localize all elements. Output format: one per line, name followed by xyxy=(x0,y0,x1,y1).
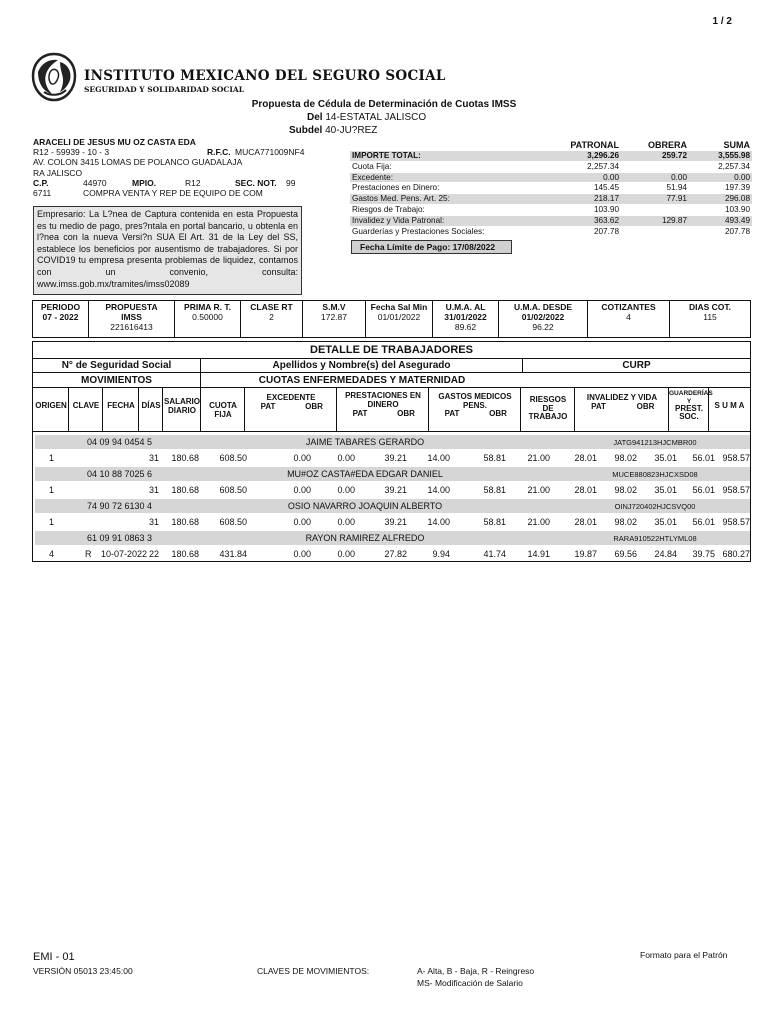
worker-gm-obr: 21.00 xyxy=(527,485,550,495)
totals-row-label: Riesgos de Trabajo: xyxy=(352,204,425,214)
totals-row-label: Guarderías y Prestaciones Sociales: xyxy=(352,226,485,236)
summary-clase: CLASE RT 2 xyxy=(241,301,303,337)
totals-row xyxy=(350,205,752,216)
worker-dias: 22 xyxy=(148,549,159,559)
worker-pd-obr: 14.00 xyxy=(427,453,450,463)
totals-row-patronal: 103.90 xyxy=(593,204,619,214)
worker-riesgos: 28.01 xyxy=(574,485,597,495)
worker-suma: 958.57 xyxy=(722,517,750,527)
worker-iv-pat: 69.56 xyxy=(614,549,637,559)
rfc-value: MUCA771009NF4 xyxy=(235,147,305,158)
detail-title: DETALLE DE TRABAJADORES xyxy=(33,342,750,359)
worker-name-row xyxy=(35,435,750,449)
worker-suma: 958.57 xyxy=(722,453,750,463)
totals-row-obrera: 77.91 xyxy=(666,194,687,204)
header-patronal: PATRONAL xyxy=(570,140,619,150)
worker-pd-obr: 14.00 xyxy=(427,485,450,495)
totals-row-label: Gastos Med. Pens. Art. 25: xyxy=(352,194,450,204)
worker-exc-obr: 0.00 xyxy=(337,453,355,463)
worker-origen: 1 xyxy=(49,485,55,495)
worker-gm-pat: 58.81 xyxy=(483,453,506,463)
worker-suma: 680.27 xyxy=(722,549,750,559)
worker-pd-pat: 39.21 xyxy=(384,485,407,495)
totals-row xyxy=(350,227,752,238)
col-gastos: GASTOS MEDICOS PENS. xyxy=(438,392,512,410)
col-guarderias: GUARDERÍAS Y PREST. SOC. xyxy=(669,390,713,421)
totals-row-patronal: 218.17 xyxy=(593,194,619,204)
header-movimientos: MOVIMIENTOS xyxy=(33,373,201,387)
worker-exc-pat: 0.00 xyxy=(293,453,311,463)
detail-header-row-2 xyxy=(33,373,750,388)
worker-fecha: 10-07-2022 xyxy=(101,549,148,559)
formato-patron: Formato para el Patrón xyxy=(640,950,728,960)
totals-row-obrera: 129.87 xyxy=(661,215,687,225)
address-line-1: AV. COLON 3415 LOMAS DE POLANCO GUADALAJA xyxy=(33,157,243,168)
worker-iv-obr: 35.01 xyxy=(654,517,677,527)
worker-pd-obr: 14.00 xyxy=(427,517,450,527)
worker-guard: 56.01 xyxy=(692,485,715,495)
registro-patronal: R12 - 59939 - 10 - 3 xyxy=(33,147,110,158)
totals-row-label: Cuota Fija: xyxy=(352,161,392,171)
worker-dias: 31 xyxy=(148,485,159,495)
claves-codes-line-2: MS- Modificación de Salario xyxy=(417,978,523,988)
col-fecha: FECHA xyxy=(107,401,135,410)
totals-row-patronal: 2,257.34 xyxy=(587,161,619,171)
worker-pd-obr: 9.94 xyxy=(432,549,450,559)
totals-row-suma: 493.49 xyxy=(724,215,750,225)
header-curp: CURP xyxy=(622,360,651,371)
worker-guard: 56.01 xyxy=(692,517,715,527)
col-invalidez-pat: PAT xyxy=(591,402,606,411)
col-invalidez: INVALIDEZ Y VIDA xyxy=(586,393,658,402)
worker-exc-obr: 0.00 xyxy=(337,485,355,495)
totals-row-label: Prestaciones en Dinero: xyxy=(352,183,440,193)
worker-origen: 1 xyxy=(49,517,55,527)
worker-exc-pat: 0.00 xyxy=(293,517,311,527)
worker-name-row xyxy=(35,467,750,481)
col-excedente-pat: PAT xyxy=(260,402,276,411)
summary-propuesta: PROPUESTA IMSS 221616413 xyxy=(89,301,175,337)
totals-row-suma: 3,555.98 xyxy=(718,151,750,160)
worker-iv-obr: 35.01 xyxy=(654,485,677,495)
totals-row-suma: 296.08 xyxy=(724,194,750,204)
cp-value: 44970 xyxy=(83,177,107,188)
worker-curp: MUCE880823HJCXSD08 xyxy=(612,470,698,479)
worker-salario: 180.68 xyxy=(171,485,199,495)
worker-origen: 4 xyxy=(49,549,55,559)
worker-iv-obr: 35.01 xyxy=(654,453,677,463)
document-title: Propuesta de Cédula de Determinación de Cuotas IMSS xyxy=(251,99,517,110)
worker-iv-obr: 24.84 xyxy=(654,549,677,559)
totals-row xyxy=(350,173,752,184)
worker-curp: RARA910522HTLYML08 xyxy=(613,534,697,543)
worker-gm-pat: 58.81 xyxy=(483,517,506,527)
summary-fecha-sal: Fecha Sal Min 01/01/2022 xyxy=(366,301,433,337)
worker-gm-pat: 41.74 xyxy=(483,549,506,559)
notice-box: Empresario: La L?nea de Captura contenida en esta Propuesta es tu medio de pago, pres?ntala en portal bancario, u obtenla en l?nea con la nueva Versi?n SUA El Art. 31 de la Ley del SS, establece los beneficios por ausentismo de trabajadores. Si por COVID19 tu empresa presenta problemas de liquidez, contamos con un convenio, consulta: www.imss.gob.mx/tramites/imss02089 xyxy=(33,206,302,295)
imss-eagle-logo-icon xyxy=(30,52,78,102)
totals-row-suma: 2,257.34 xyxy=(718,161,750,171)
mpio-value: R12 xyxy=(185,177,201,188)
col-salario: SALARIO DIARIO xyxy=(164,397,200,415)
totals-row-suma: 197.39 xyxy=(724,183,750,193)
worker-dias: 31 xyxy=(148,453,159,463)
worker-data-row xyxy=(35,547,750,561)
totals-row-obrera: 259.72 xyxy=(661,151,687,160)
totals-row xyxy=(350,151,752,162)
mpio-label: MPIO. xyxy=(132,177,157,188)
worker-clave: R xyxy=(85,549,92,559)
col-prestaciones-obr: OBR xyxy=(397,409,415,418)
worker-name: RAYON RAMIREZ ALFREDO xyxy=(305,533,425,543)
worker-dias: 31 xyxy=(148,517,159,527)
col-clave: CLAVE xyxy=(72,401,100,410)
claves-codes-line-1: A- Alta, B - Baja, R - Reingreso xyxy=(417,966,535,976)
totals-row-suma: 0.00 xyxy=(734,172,750,182)
worker-suma: 958.57 xyxy=(722,485,750,495)
totals-row xyxy=(350,216,752,227)
worker-pd-pat: 27.82 xyxy=(384,549,407,559)
worker-guard: 56.01 xyxy=(692,453,715,463)
totals-row-patronal: 207.78 xyxy=(593,226,619,236)
rfc-label: R.F.C. xyxy=(207,147,231,158)
totals-row-label: Excedente: xyxy=(352,172,393,182)
worker-salario: 180.68 xyxy=(171,453,199,463)
worker-iv-pat: 98.02 xyxy=(614,453,637,463)
header-nombre: Apellidos y Nombre(s) del Asegurado xyxy=(201,359,523,372)
totals-row-suma: 103.90 xyxy=(724,204,750,214)
worker-nss: 61 09 91 0863 3 xyxy=(87,533,153,543)
col-suma: S U M A xyxy=(714,401,745,410)
header-suma: SUMA xyxy=(723,140,750,150)
header-nss: N° de Seguridad Social xyxy=(33,359,201,372)
worker-riesgos: 28.01 xyxy=(574,453,597,463)
totals-row-obrera: 0.00 xyxy=(671,172,687,182)
institution-name: INSTITUTO MEXICANO DEL SEGURO SOCIAL xyxy=(84,68,446,84)
summary-smv: S.M.V 172.87 xyxy=(303,301,366,337)
worker-curp: OINJ720402HJCSVQ00 xyxy=(614,502,696,511)
worker-nss: 74 90 72 6130 4 xyxy=(87,501,153,511)
col-gastos-obr: OBR xyxy=(489,409,507,418)
worker-gm-obr: 14.91 xyxy=(527,549,550,559)
worker-nss: 04 09 94 0454 5 xyxy=(87,437,153,447)
form-code: EMI - 01 xyxy=(33,951,75,963)
worker-name: JAIME TABARES GERARDO xyxy=(305,437,425,447)
worker-data-row xyxy=(35,451,750,465)
col-prestaciones-pat: PAT xyxy=(352,409,368,418)
worker-exc-pat: 0.00 xyxy=(293,549,311,559)
detail-header-row-1 xyxy=(33,359,750,373)
col-prestaciones: PRESTACIONES EN DINERO xyxy=(345,391,421,409)
col-excedente-obr: OBR xyxy=(305,402,323,411)
worker-iv-pat: 98.02 xyxy=(614,517,637,527)
worker-name: MU#OZ CASTA#EDA EDGAR DANIEL xyxy=(287,469,443,479)
totals-row-suma: 207.78 xyxy=(724,226,750,236)
worker-salario: 180.68 xyxy=(171,517,199,527)
col-riesgos: RIESGOS DE TRABAJO xyxy=(528,395,568,421)
delegacion: Del 14-ESTATAL JALISCO xyxy=(307,112,427,123)
worker-origen: 1 xyxy=(49,453,55,463)
activity-description: COMPRA VENTA Y REP DE EQUIPO DE COM xyxy=(83,187,263,198)
totals-row-patronal: 363.62 xyxy=(593,215,619,225)
worker-gm-obr: 21.00 xyxy=(527,517,550,527)
worker-iv-pat: 98.02 xyxy=(614,485,637,495)
address-line-2: RA JALISCO xyxy=(33,167,83,178)
summary-periodo: PERIODO 07 - 2022 xyxy=(33,301,89,337)
employer-info xyxy=(33,137,343,198)
worker-exc-obr: 0.00 xyxy=(337,517,355,527)
col-origen: ORIGEN xyxy=(35,401,67,410)
worker-exc-obr: 0.00 xyxy=(337,549,355,559)
activity-code: 6711 xyxy=(33,187,52,198)
col-cuota-fija: CUOTA FIJA xyxy=(209,401,237,419)
col-dias: DÍAS xyxy=(141,401,161,410)
totals-row-obrera: 51.94 xyxy=(666,183,687,193)
employer-name: ARACELI DE JESUS MU OZ CASTA EDA xyxy=(33,137,196,147)
totals-table xyxy=(350,140,752,237)
summary-dias-cot: DIAS COT. 115 xyxy=(688,302,732,322)
worker-name-row xyxy=(35,531,750,545)
col-gastos-pat: PAT xyxy=(444,409,460,418)
institution-tagline: SEGURIDAD Y SOLIDARIDAD SOCIAL xyxy=(84,85,244,94)
version: VERSIÓN 05013 23:45:00 xyxy=(33,966,133,976)
worker-cuota-fija: 608.50 xyxy=(219,453,247,463)
totals-row xyxy=(350,183,752,194)
worker-pd-pat: 39.21 xyxy=(384,453,407,463)
totals-row-patronal: 3,296.26 xyxy=(587,151,619,160)
subdelegacion: Subdel 40-JU?REZ xyxy=(289,125,378,136)
col-invalidez-obr: OBR xyxy=(636,402,655,411)
worker-name: OSIO NAVARRO JOAQUIN ALBERTO xyxy=(287,501,443,511)
worker-riesgos: 19.87 xyxy=(574,549,597,559)
summary-cotizantes: COTIZANTES 4 xyxy=(588,301,670,337)
claves-label: CLAVES DE MOVIMIENTOS: xyxy=(257,966,370,976)
workers-detail-table xyxy=(32,341,751,562)
col-excedente: EXCEDENTE xyxy=(266,393,316,402)
detail-header-row-3 xyxy=(33,388,750,432)
summary-table xyxy=(32,300,751,338)
totals-row-label: Invalidez y Vida Patronal: xyxy=(352,215,445,225)
worker-cuota-fija: 608.50 xyxy=(219,517,247,527)
worker-pd-pat: 39.21 xyxy=(384,517,407,527)
worker-curp: JATG941213HJCMBR00 xyxy=(613,438,697,447)
totals-row-patronal: 145.45 xyxy=(593,183,619,193)
worker-cuota-fija: 608.50 xyxy=(219,485,247,495)
worker-guard: 39.75 xyxy=(692,549,715,559)
header-cuotas: CUOTAS ENFERMEDADES Y MATERNIDAD xyxy=(258,375,466,386)
totals-row-label: IMPORTE TOTAL: xyxy=(352,151,421,160)
worker-riesgos: 28.01 xyxy=(574,517,597,527)
cp-label: C.P. xyxy=(33,177,49,188)
totals-row xyxy=(350,194,752,205)
worker-cuota-fija: 431.84 xyxy=(219,549,247,559)
summary-uma-desde: U.M.A. DESDE 01/02/2022 96.22 xyxy=(499,301,588,337)
sec-not-value: 99 xyxy=(286,177,296,188)
worker-salario: 180.68 xyxy=(171,549,199,559)
worker-exc-pat: 0.00 xyxy=(293,485,311,495)
totals-row xyxy=(350,162,752,173)
fecha-limite-pago: Fecha Límite de Pago: 17/08/2022 xyxy=(351,240,512,254)
worker-data-row xyxy=(35,515,750,529)
page-number: 1 / 2 xyxy=(712,16,732,27)
worker-name-row xyxy=(35,499,750,513)
sec-not-label: SEC. NOT. xyxy=(235,177,277,188)
worker-data-row xyxy=(35,483,750,497)
summary-prima: PRIMA R. T. 0.50000 xyxy=(175,301,241,337)
worker-gm-pat: 58.81 xyxy=(483,485,506,495)
summary-uma-al: U.M.A. AL 31/01/2022 89.62 xyxy=(433,301,499,337)
worker-nss: 04 10 88 7025 6 xyxy=(87,469,153,479)
worker-gm-obr: 21.00 xyxy=(527,453,550,463)
totals-row-patronal: 0.00 xyxy=(603,172,619,182)
header-obrera: OBRERA xyxy=(647,140,687,150)
